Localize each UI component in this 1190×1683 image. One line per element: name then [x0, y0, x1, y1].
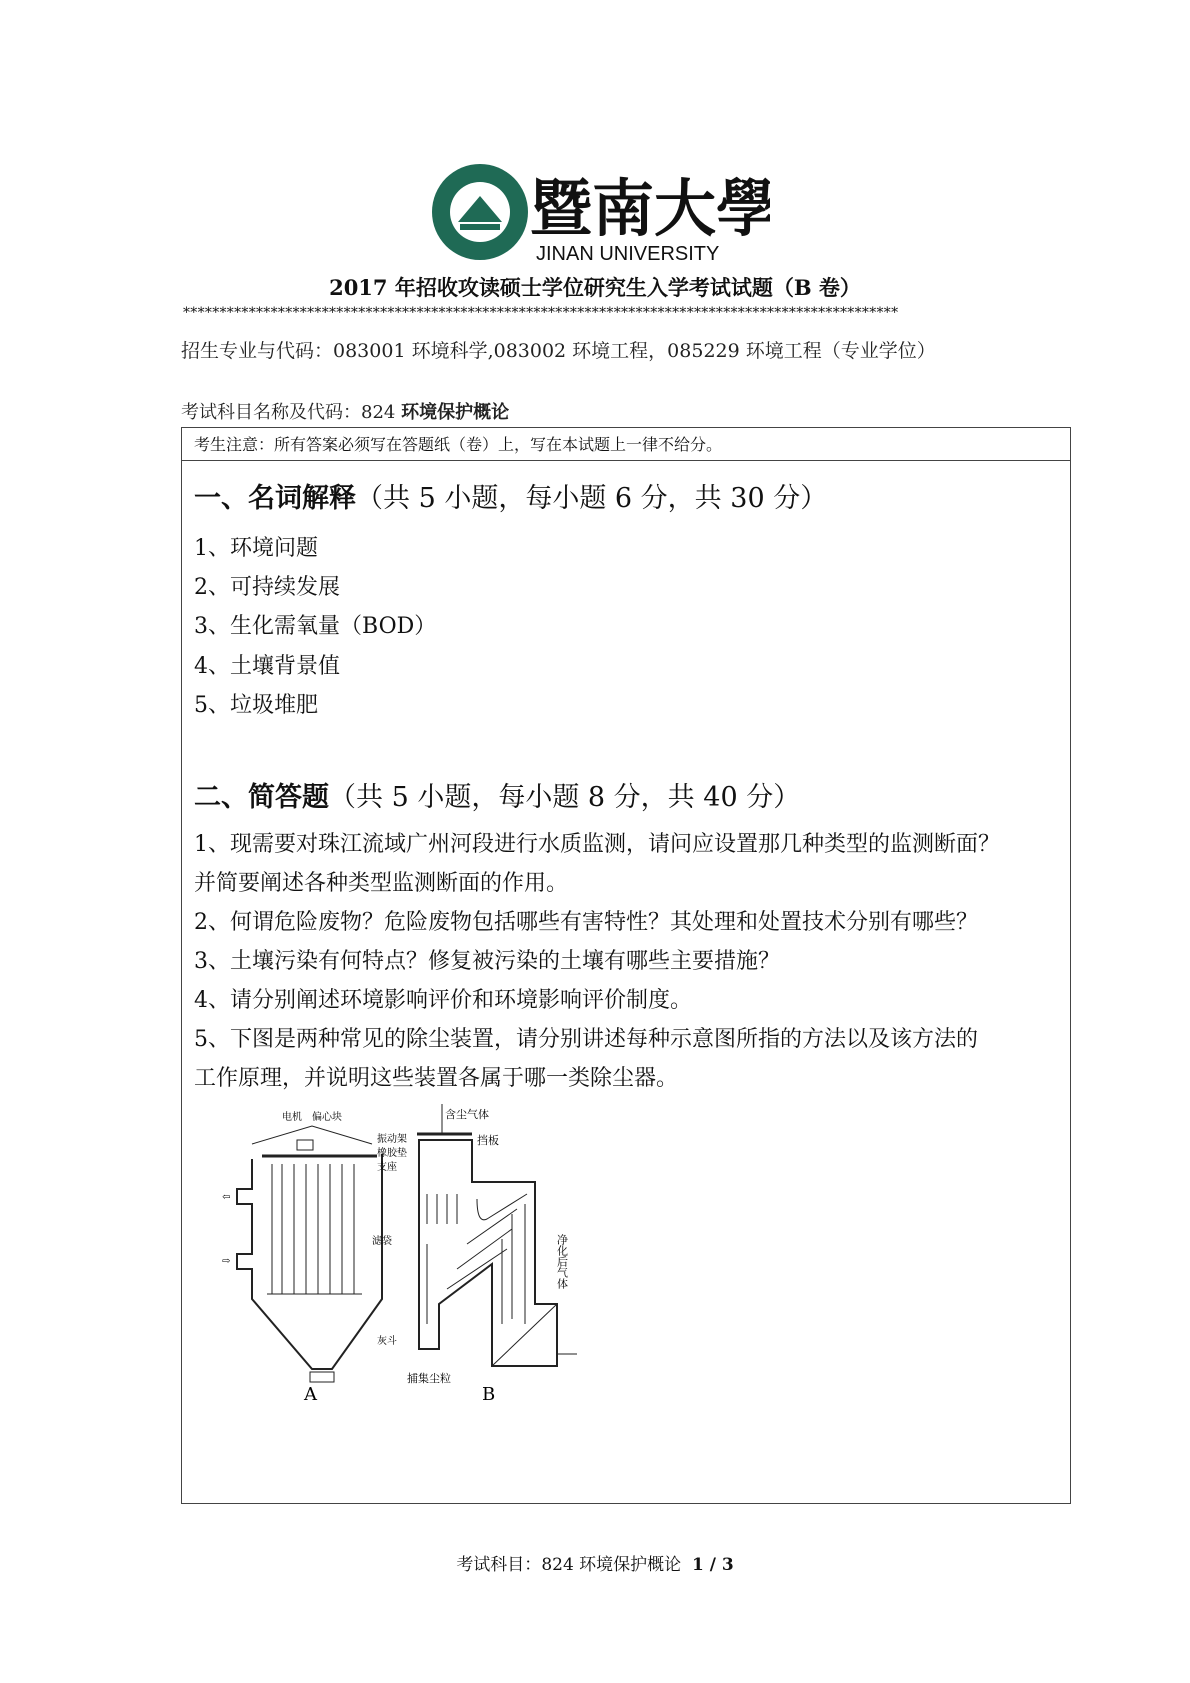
svg-text:滤袋: 滤袋 [372, 1236, 392, 1247]
svg-text:净化后气体: 净化后气体 [555, 1234, 569, 1289]
page-footer [0, 1550, 1190, 1575]
list-item: 5、垃圾堆肥 [194, 693, 318, 718]
figure-a-caption: A [304, 1384, 317, 1404]
footer-label: 考试科目： [456, 1555, 542, 1575]
svg-text:含尘气体: 含尘气体 [445, 1108, 489, 1121]
subject-name: 环境保护概论 [401, 402, 510, 423]
majors-line: 招生专业与代码：083001 环境科学,083002 环境工程，085229 环境工程（专业学位） [181, 340, 936, 362]
separator: ************************************************************************************************** [183, 305, 899, 321]
figure-b-inertial-separator [407, 1104, 577, 1404]
list-item: 1、环境问题 [194, 536, 318, 561]
svg-text:橡胶垫: 橡胶垫 [377, 1148, 407, 1159]
logo-english: JINAN UNIVERSITY [536, 243, 720, 265]
logo-chinese: 暨南大學 [530, 172, 770, 245]
svg-text:支座: 支座 [377, 1162, 397, 1173]
figure-a-bag-filter [212, 1104, 422, 1404]
question-box [181, 427, 1071, 1504]
svg-text:⇦: ⇦ [222, 1192, 231, 1203]
svg-text:挡板: 挡板 [477, 1134, 499, 1147]
section-2-heading: 二、简答题（共 5 小题，每小题 8 分，共 40 分） [194, 782, 801, 813]
question-line: 3、土壤污染有何特点？修复被污染的土壤有哪些主要措施？ [194, 949, 780, 974]
exam-title: 2017 年招收攻读硕士学位研究生入学考试试题（B 卷） [329, 275, 861, 300]
subject-line [181, 398, 509, 424]
svg-text:电机: 电机 [282, 1112, 302, 1123]
svg-text:振动架: 振动架 [377, 1134, 407, 1145]
svg-text:灰斗: 灰斗 [377, 1336, 397, 1347]
question-line: 工作原理，并说明这些装置各属于哪一类除尘器。 [194, 1066, 679, 1091]
list-item: 2、可持续发展 [194, 575, 340, 600]
question-line: 4、请分别阐述环境影响评价和环境影响评价制度。 [194, 988, 692, 1013]
list-item: 3、生化需氧量（BOD） [194, 614, 437, 639]
university-logo [430, 160, 770, 265]
footer-subject: 824 环境保护概论 [541, 1555, 682, 1575]
question-line: 2、何谓危险废物？危险废物包括哪些有害特性？其处理和处置技术分别有哪些？ [194, 910, 978, 935]
list-item: 4、土壤背景值 [194, 654, 340, 679]
section-1-heading: 一、名词解释（共 5 小题，每小题 6 分，共 30 分） [194, 483, 828, 514]
question-line: 1、现需要对珠江流域广州河段进行水质监测，请问应设置那几种类型的监测断面？ [194, 832, 1000, 857]
svg-text:⇨: ⇨ [222, 1256, 231, 1267]
subject-label: 考试科目名称及代码：824 [181, 402, 402, 423]
notice: 考生注意：所有答案必须写在答题纸（卷）上，写在本试题上一律不给分。 [182, 428, 1070, 461]
svg-text:偏心块: 偏心块 [312, 1112, 342, 1123]
question-line: 并简要阐述各种类型监测断面的作用。 [194, 871, 569, 896]
page-number: 1 / 3 [691, 1555, 734, 1575]
svg-text:捕集尘粒: 捕集尘粒 [407, 1372, 451, 1385]
question-line: 5、下图是两种常见的除尘装置，请分别讲述每种示意图所指的方法以及该方法的 [194, 1027, 978, 1052]
figure-b-caption: B [482, 1384, 496, 1404]
